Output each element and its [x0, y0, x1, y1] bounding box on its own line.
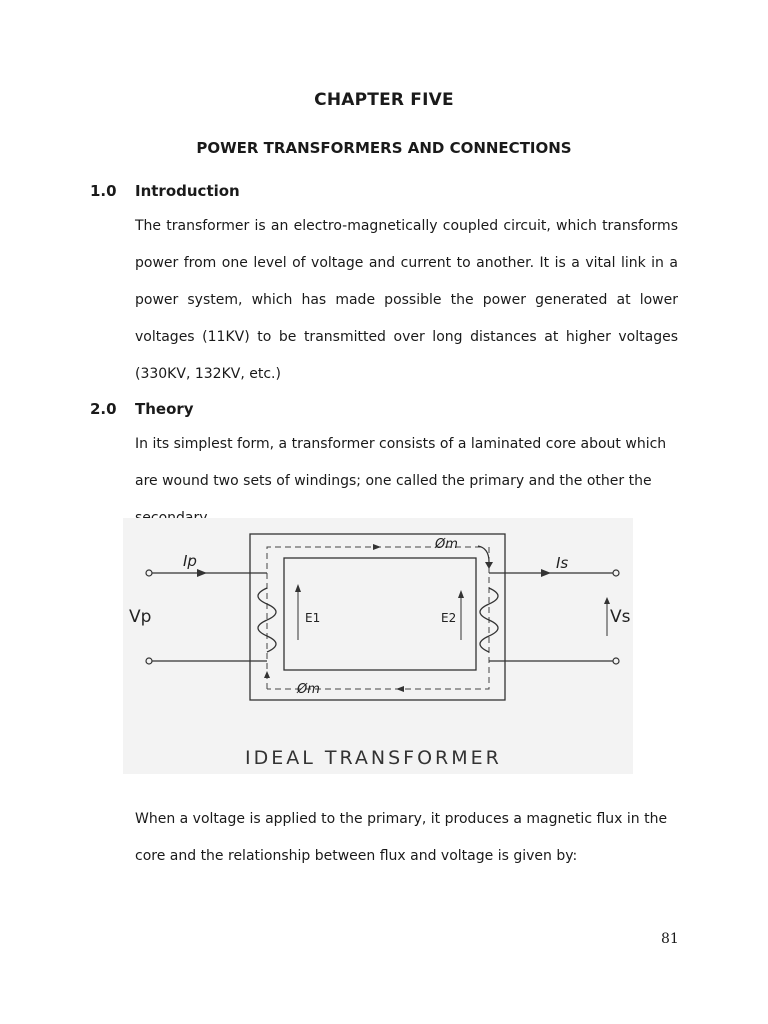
chapter-title: POWER TRANSFORMERS AND CONNECTIONS [196, 139, 572, 157]
introduction-paragraph: The transformer is an electro-magnetically coupled circuit, which transforms power from one level of voltage and current to another. It is a vital link in a power system, which has made possible the power generated at lower voltages (11KV) to be transmitted over long distances at higher voltages (330KV, 132KV, etc.) [135, 218, 678, 382]
section-title-theory: Theory [135, 400, 194, 418]
chapter-heading: CHAPTER FIVE [314, 90, 454, 110]
vs-label: Vs [610, 607, 631, 627]
is-label: Is [556, 554, 569, 572]
page-number: 81 [661, 931, 679, 947]
ip-label: Ip [183, 552, 197, 570]
e1-label: E1 [305, 611, 321, 625]
core-outer [250, 534, 505, 700]
ideal-transformer-figure [123, 518, 633, 774]
figure-caption: IDEAL TRANSFORMER [245, 747, 502, 769]
vp-label: Vp [129, 607, 152, 627]
e2-label: E2 [441, 611, 457, 625]
theory-paragraph: In its simplest form, a transformer consists of a laminated core about which are wound two sets of windings; one called the primary and the other the [135, 436, 667, 489]
flux-bottom-label: Øm [297, 682, 320, 697]
section-number-intro: 1.0 [90, 182, 117, 200]
flux-top-label: Øm [435, 537, 458, 552]
section-title-intro: Introduction [135, 182, 240, 200]
section-number-theory: 2.0 [90, 400, 117, 418]
flux-voltage-paragraph: When a voltage is applied to the primary, it produces a magnetic flux in the core and the relationship between flux and voltage is given by: [135, 811, 668, 864]
